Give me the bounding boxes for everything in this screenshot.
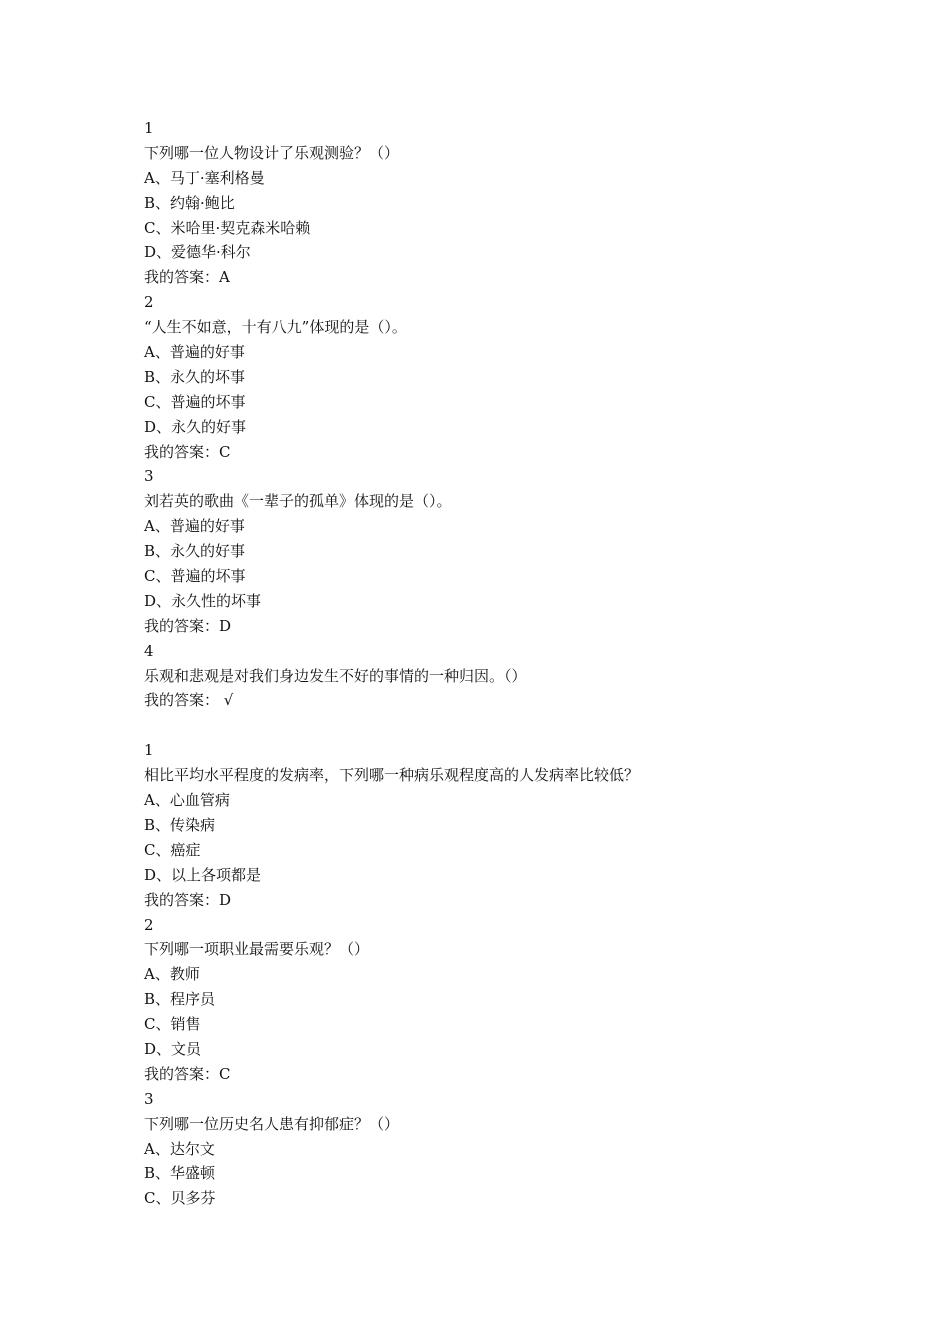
question-text: 下列哪一位人物设计了乐观测验？（）: [144, 143, 400, 162]
section-spacer: [144, 713, 844, 738]
document-body: [144, 116, 844, 1211]
question-block: [144, 464, 844, 638]
question-number: 2: [144, 293, 154, 312]
question-text: 刘若英的歌曲《一辈子的孤单》体现的是（）。: [144, 492, 452, 511]
option-c: C、销售: [144, 1015, 201, 1034]
option-b: B、程序员: [144, 990, 216, 1009]
question-block: [144, 1087, 844, 1211]
question-block: [144, 738, 844, 912]
option-d: D、文员: [144, 1039, 202, 1058]
my-answer: 我的答案： √: [144, 691, 234, 710]
option-b: B、传染病: [144, 815, 216, 834]
question-text: 下列哪一项职业最需要乐观？（）: [144, 940, 370, 959]
option-c: C、米哈里·契克森米哈赖: [144, 218, 311, 237]
option-c: C、普遍的坏事: [144, 567, 246, 586]
option-c: C、癌症: [144, 840, 201, 859]
question-block: [144, 913, 844, 1087]
question-block: [144, 290, 844, 464]
option-b: B、约翰·鲍比: [144, 193, 235, 212]
quiz-section-1: [144, 116, 844, 713]
question-number: 2: [144, 915, 154, 934]
my-answer: 我的答案：D: [144, 890, 232, 909]
option-d: D、爱德华·科尔: [144, 243, 251, 262]
my-answer: 我的答案：C: [144, 1064, 231, 1083]
question-text: 乐观和悲观是对我们身边发生不好的事情的一种归因。（）: [144, 666, 527, 685]
question-text: 下列哪一位历史名人患有抑郁症？（）: [144, 1114, 400, 1133]
option-a: A、普遍的好事: [144, 343, 245, 362]
my-answer: 我的答案：C: [144, 442, 231, 461]
option-a: A、心血管病: [144, 791, 230, 810]
question-number: 4: [144, 641, 154, 660]
option-c: C、贝多芬: [144, 1189, 216, 1208]
question-number: 1: [144, 741, 154, 760]
option-d: D、永久的好事: [144, 417, 247, 436]
option-a: A、达尔文: [144, 1139, 215, 1158]
question-number: 1: [144, 119, 154, 137]
my-answer: 我的答案：A: [144, 268, 230, 287]
option-b: B、华盛顿: [144, 1164, 216, 1183]
question-text: “人生不如意，十有八九”体现的是（）。: [144, 318, 407, 337]
question-number: 3: [144, 1089, 154, 1108]
option-a: A、普遍的好事: [144, 517, 245, 536]
option-d: D、以上各项都是: [144, 865, 262, 884]
question-number: 3: [144, 467, 154, 486]
question-block: [144, 116, 844, 290]
my-answer: 我的答案：D: [144, 616, 232, 635]
quiz-section-2: [144, 738, 844, 1211]
option-c: C、普遍的坏事: [144, 392, 246, 411]
question-text: 相比平均水平程度的发病率，下列哪一种病乐观程度高的人发病率比较低？: [144, 766, 640, 785]
option-b: B、永久的好事: [144, 542, 246, 561]
option-d: D、永久性的坏事: [144, 591, 262, 610]
option-a: A、马丁·塞利格曼: [144, 168, 265, 187]
option-a: A、教师: [144, 965, 200, 984]
question-block: [144, 639, 844, 714]
option-b: B、永久的坏事: [144, 367, 246, 386]
